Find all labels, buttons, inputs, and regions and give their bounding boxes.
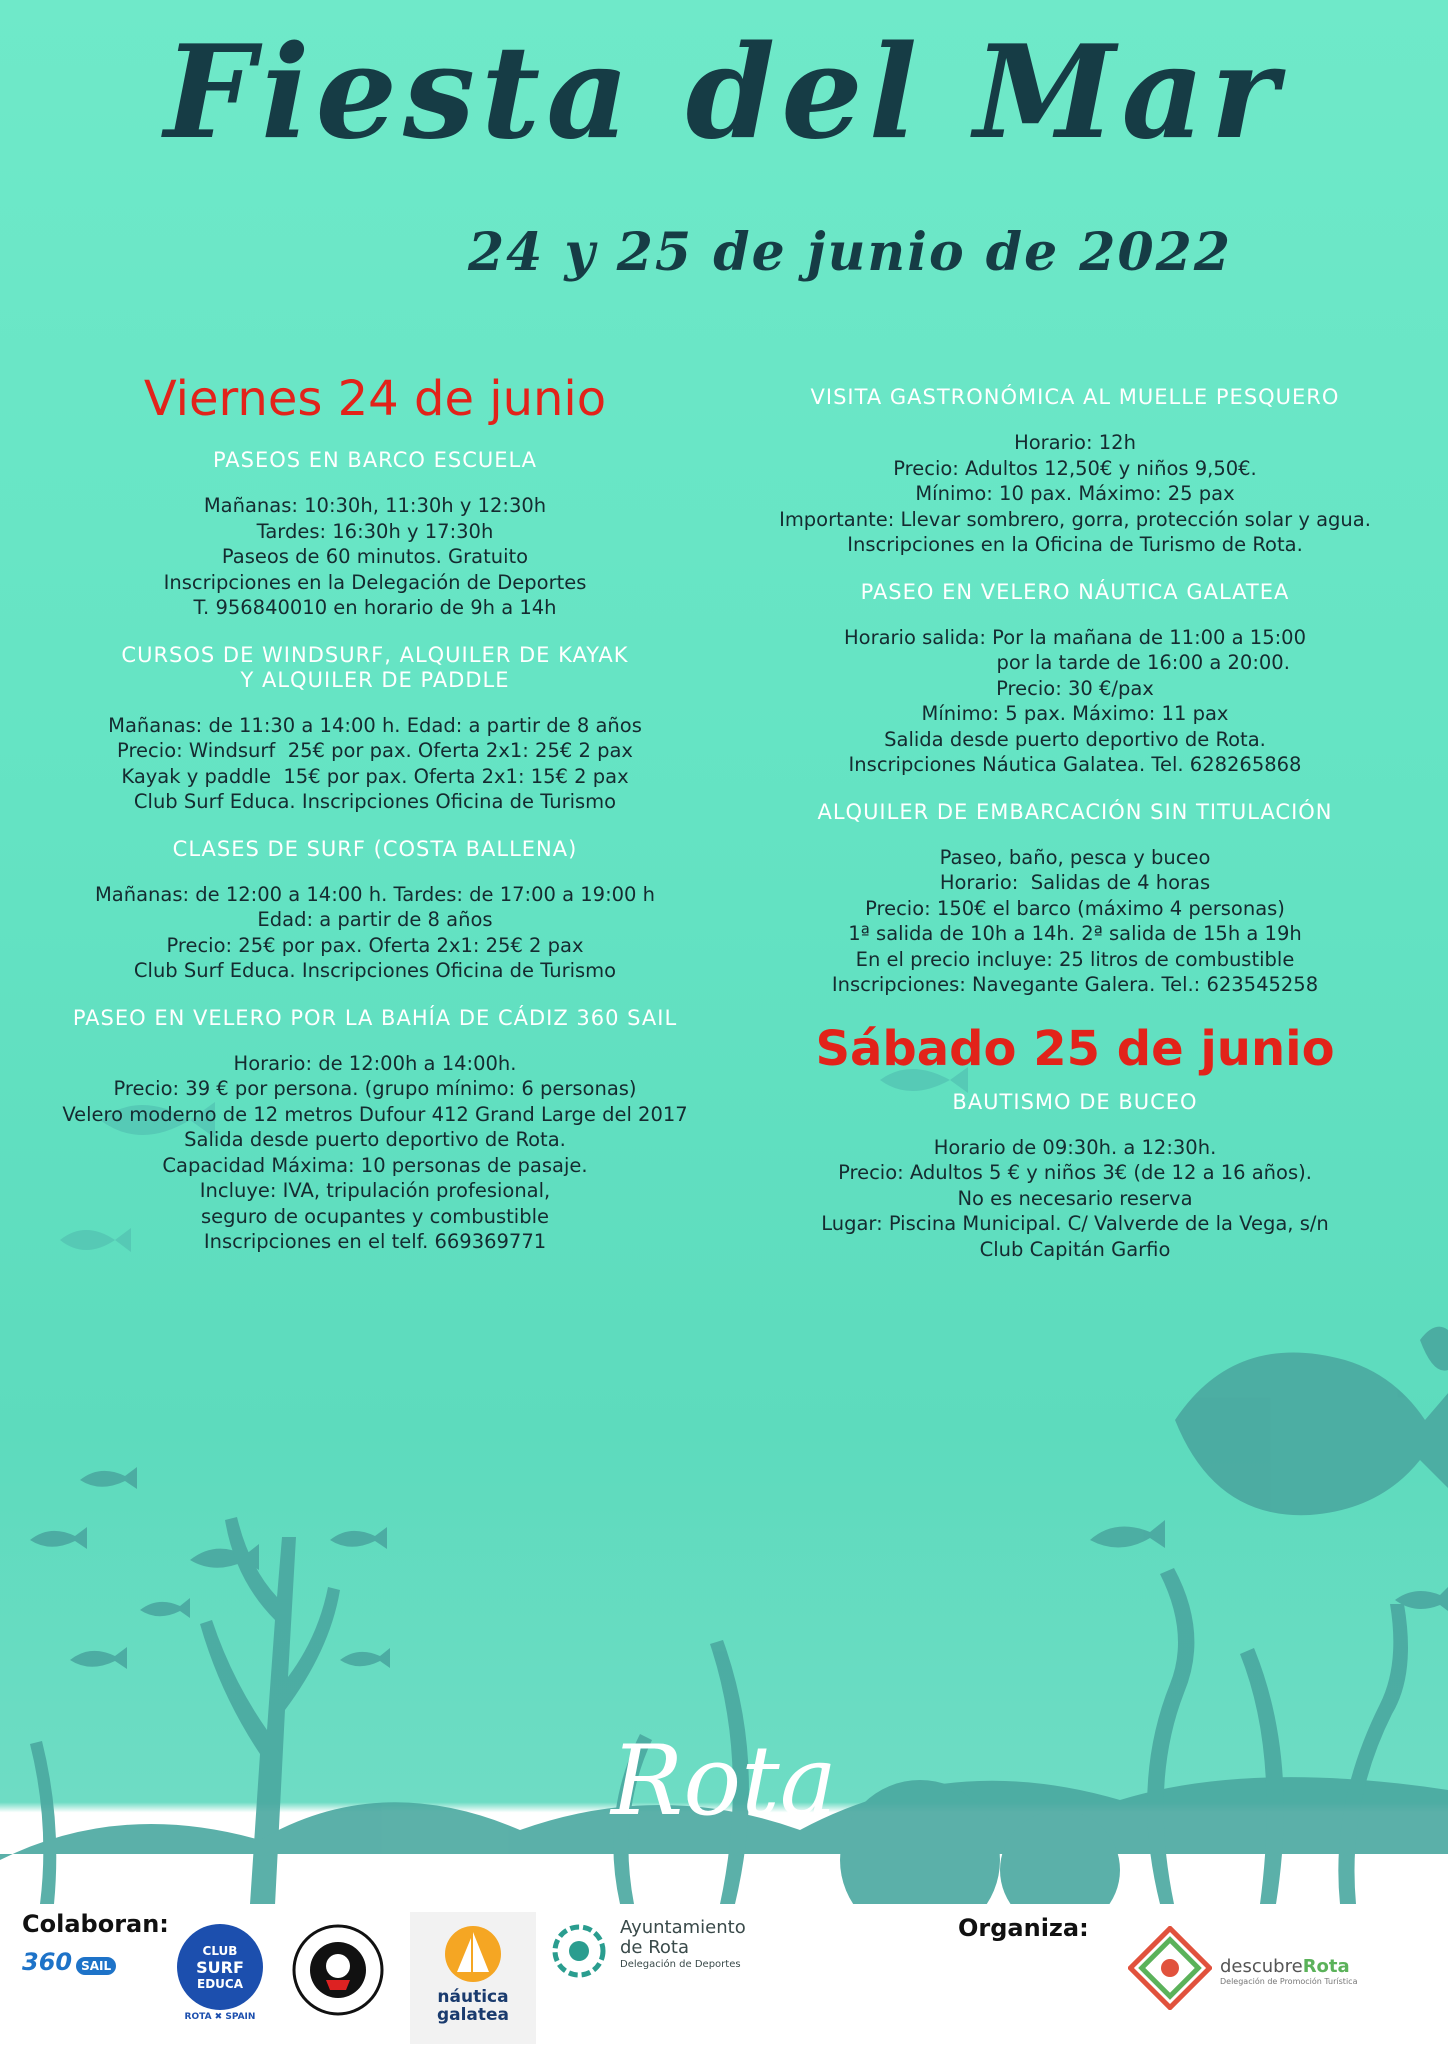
- section-line: Velero moderno de 12 metros Dufour 412 Grand Large del 2017: [62, 1102, 688, 1126]
- section-line: Precio: 150€ el barco (máximo 4 personas): [865, 896, 1285, 920]
- logo-club-buceo-capitan-garfio: [292, 1924, 384, 2016]
- day-heading-saturday: Sábado 25 de junio: [815, 1020, 1335, 1077]
- section-line: Precio: 25€ por pax. Oferta 2x1: 25€ 2 pax: [166, 933, 584, 957]
- event-section: [30, 837, 720, 984]
- section-title: PASEOS EN BARCO ESCUELA: [212, 448, 538, 472]
- section-title: PASEO EN VELERO NÁUTICA GALATEA: [860, 579, 1290, 604]
- descubre-word: descubre: [1220, 1956, 1303, 1977]
- section-line: Capacidad Máxima: 10 personas de pasaje.: [162, 1153, 588, 1177]
- section-line: Kayak y paddle 15€ por pax. Oferta 2x1: 15€ 2 pax: [121, 764, 629, 788]
- section-title: CLASES DE SURF (COSTA BALLENA): [172, 836, 578, 861]
- section-line: Horario salida: Por la mañana de 11:00 a 15:00: [843, 625, 1306, 649]
- section-title: PASEO EN VELERO POR LA BAHÍA DE CÁDIZ 360 SAIL: [72, 1005, 678, 1030]
- logo-360-number: 360: [22, 1948, 73, 1976]
- section-title: CURSOS DE WINDSURF, ALQUILER DE KAYAK: [121, 642, 629, 667]
- section-line: Precio: 30 €/pax: [996, 676, 1154, 700]
- footer: [0, 1904, 1448, 2048]
- logo-ayuntamiento-rota: [548, 1918, 758, 1988]
- section-line: Paseo, baño, pesca y buceo: [939, 845, 1211, 869]
- section-line: Horario: 12h: [1014, 431, 1136, 454]
- right-column: [730, 385, 1420, 1284]
- left-sections: [30, 448, 720, 1255]
- event-section: [30, 1006, 720, 1255]
- section-line: Inscripciones: Navegante Galera. Tel.: 623545258: [831, 973, 1319, 996]
- event-section: [30, 643, 720, 815]
- section-line: Precio: Windsurf 25€ por pax. Oferta 2x1: 25€ 2 pax: [117, 739, 633, 762]
- section-line: Incluye: IVA, tripulación profesional,: [199, 1179, 551, 1202]
- section-line: Mínimo: 10 pax. Máximo: 25 pax: [915, 482, 1235, 505]
- section-title: VISITA GASTRONÓMICA AL MUELLE PESQUERO: [810, 385, 1340, 409]
- section-line: Inscripciones en el telf. 669369771: [203, 1230, 547, 1253]
- section-line: En el precio incluye: 25 litros de combustible: [855, 947, 1295, 971]
- section-line: Mañanas: de 12:00 a 14:00 h. Tardes: de 17:00 a 19:00 h: [94, 882, 656, 906]
- collaborate-label: Colaboran:: [22, 1910, 169, 1938]
- logo-360-sail: [22, 1948, 122, 1988]
- section-line: Inscripciones en la Delegación de Deportes: [163, 570, 587, 594]
- section-line: Club Surf Educa. Inscripciones Oficina de Turismo: [133, 959, 617, 982]
- surf-educa-subtitle: ROTA ✖ SPAIN: [184, 2012, 256, 2022]
- right-sections-top: [730, 385, 1420, 998]
- rota-brand: Rota: [611, 1725, 837, 1837]
- nautica-word: náutica: [437, 1987, 509, 2007]
- section-line: Mínimo: 5 pax. Máximo: 11 pax: [921, 702, 1229, 725]
- section-line: Precio: Adultos 12,50€ y niños 9,50€.: [893, 456, 1257, 480]
- ayuntamiento-emblem-icon: [548, 1920, 610, 1982]
- event-section: [730, 580, 1420, 778]
- section-line: Lugar: Piscina Municipal. C/ Valverde de la Vega, s/n: [821, 1212, 1329, 1235]
- section-line: Precio: 39 € por persona. (grupo mínimo: 6 personas): [113, 1077, 637, 1100]
- ayuntamiento-line3: Delegación de Deportes: [620, 1959, 741, 1970]
- event-section: [730, 1090, 1420, 1263]
- logo-nautica-galatea: [410, 1912, 536, 2044]
- section-line: seguro de ocupantes y combustible: [200, 1204, 550, 1228]
- section-line: Importante: Llevar sombrero, gorra, protección solar y agua.: [779, 507, 1371, 531]
- event-section: [730, 385, 1420, 558]
- section-line: Inscripciones en la Oficina de Turismo de Rota.: [847, 533, 1303, 556]
- event-section: [30, 448, 720, 621]
- section-line: Paseos de 60 minutos. Gratuito: [221, 545, 529, 568]
- section-line: Horario: Salidas de 4 horas: [939, 871, 1211, 894]
- logo-club-surf-educa: [170, 1924, 270, 2044]
- section-title: Y ALQUILER DE PADDLE: [240, 667, 510, 692]
- section-line: Inscripciones Náutica Galatea. Tel. 628265868: [848, 753, 1302, 776]
- surf-educa-club: CLUB: [202, 1943, 238, 1958]
- section-line: por la tarde de 16:00 a 20:00.: [860, 651, 1290, 674]
- left-column: [30, 370, 720, 1277]
- section-line: Tardes: 16:30h y 17:30h: [256, 519, 494, 543]
- section-line: Salida desde puerto deportivo de Rota.: [184, 1128, 566, 1151]
- section-line: Mañanas: de 11:30 a 14:00 h. Edad: a partir de 8 años: [108, 713, 642, 737]
- poster-title: Fiesta del Mar: [164, 18, 1284, 168]
- event-section: [730, 800, 1420, 998]
- capitan-garfio-emblem: [292, 1924, 384, 2016]
- surf-educa-circle: [177, 1924, 263, 2010]
- section-line: T. 956840010 en horario de 9h a 14h: [193, 596, 557, 619]
- section-line: Edad: a partir de 8 años: [257, 908, 493, 931]
- section-title: ALQUILER DE EMBARCACIÓN SIN TITULACIÓN: [817, 799, 1333, 824]
- section-line: 1ª salida de 10h a 14h. 2ª salida de 15h a 19h: [848, 922, 1302, 945]
- right-sections-bottom: [730, 1090, 1420, 1263]
- section-line: Horario de 09:30h. a 12:30h.: [933, 1135, 1217, 1159]
- day-heading-friday: Viernes 24 de junio: [143, 371, 607, 427]
- section-line: Horario: de 12:00h a 14:00h.: [233, 1051, 517, 1075]
- descubre-rota-emblem-icon: [1128, 1926, 1212, 2010]
- surf-educa-educa: EDUCA: [197, 1976, 243, 1991]
- section-line: No es necesario reserva: [957, 1186, 1193, 1210]
- galatea-word: galatea: [436, 2005, 510, 2025]
- ayuntamiento-line1: Ayuntamiento: [620, 1917, 746, 1938]
- descubre-subtitle: Delegación de Promoción Turística: [1220, 1977, 1358, 1986]
- section-line: Precio: Adultos 5 € y niños 3€ (de 12 a 16 años).: [838, 1161, 1312, 1184]
- section-line: Club Capitán Garfio: [979, 1237, 1171, 1261]
- surf-educa-surf: SURF: [196, 1957, 244, 1977]
- logo-descubre-rota: [1128, 1926, 1388, 2026]
- section-line: Club Surf Educa. Inscripciones Oficina de Turismo: [133, 790, 617, 813]
- organize-label: Organiza:: [958, 1914, 1089, 1942]
- sailboat-icon: [443, 1924, 503, 1984]
- section-line: Salida desde puerto deportivo de Rota.: [884, 727, 1266, 751]
- event-date: 24 y 25 de junio de 2022: [467, 222, 1233, 283]
- section-line: Mañanas: 10:30h, 11:30h y 12:30h: [203, 494, 547, 517]
- big-fish: [1175, 1353, 1448, 1516]
- logo-360-sail-word: SAIL: [76, 1957, 116, 1975]
- rota-word: Rota: [1302, 1956, 1350, 1977]
- ayuntamiento-line2: de Rota: [620, 1937, 690, 1958]
- section-title: BAUTISMO DE BUCEO: [952, 1089, 1198, 1114]
